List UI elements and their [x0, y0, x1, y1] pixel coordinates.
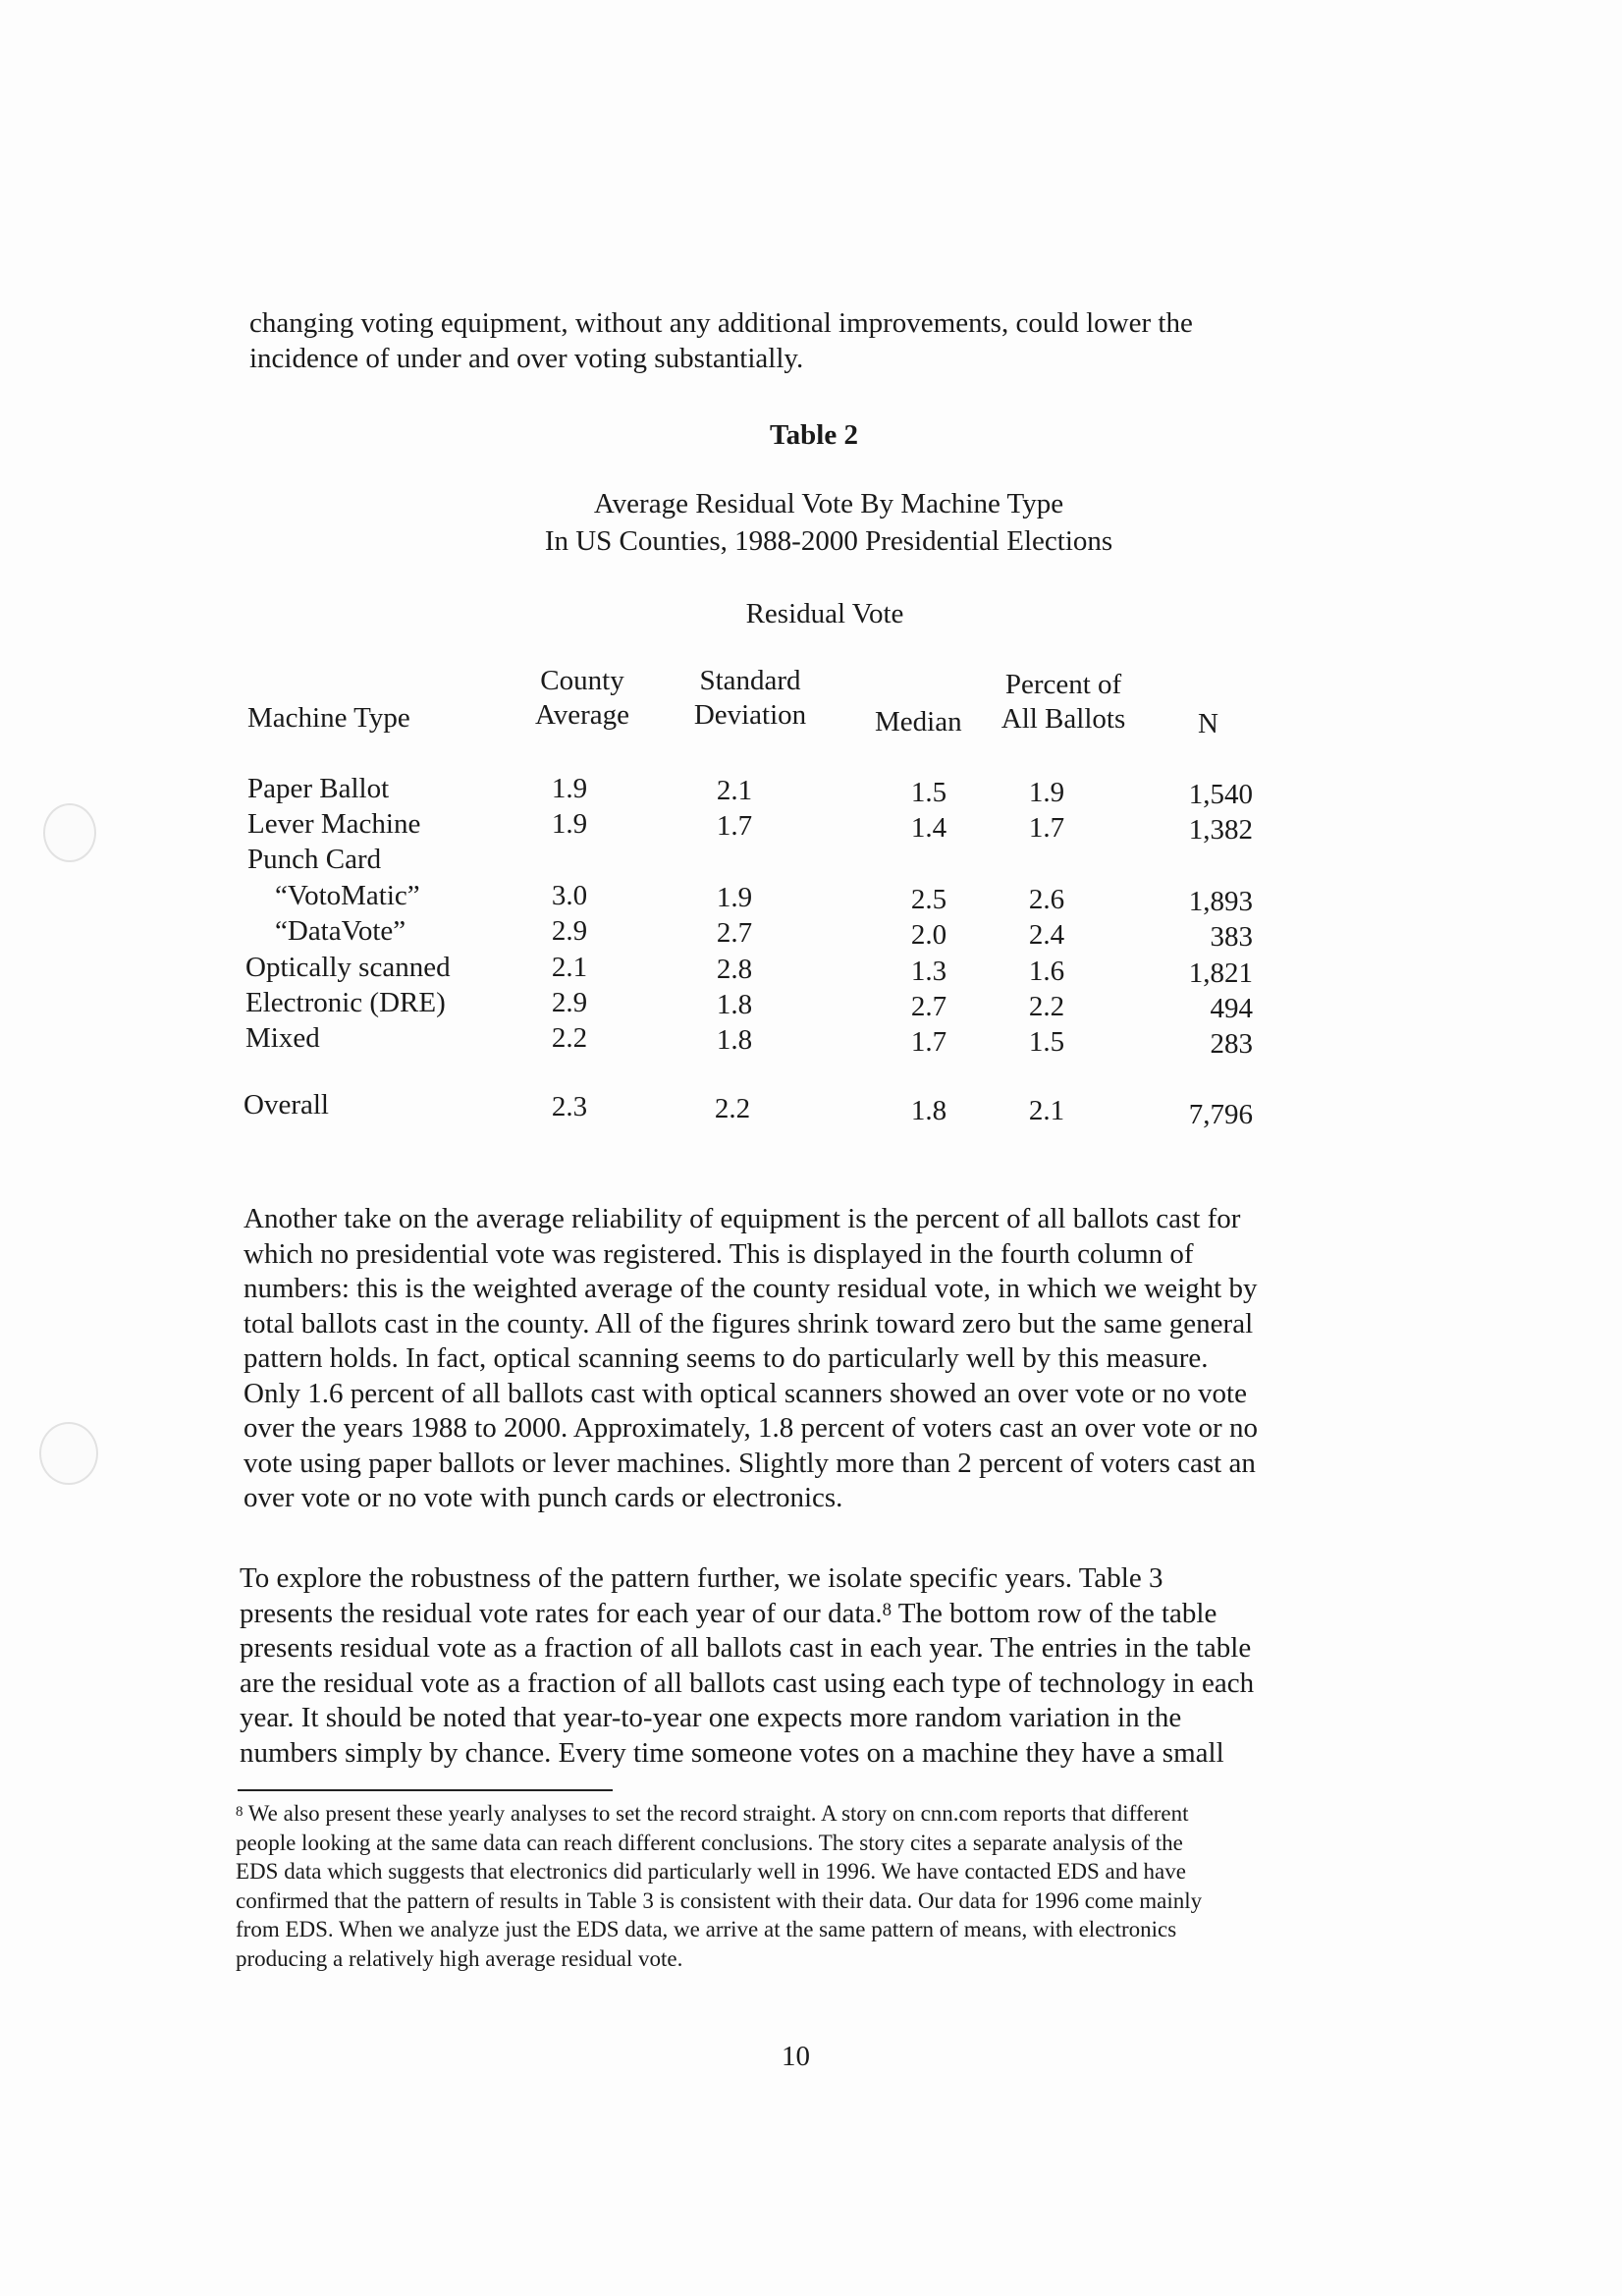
cell-median: 1.8 — [910, 1095, 947, 1126]
cell-n: 283 — [1210, 1028, 1253, 1060]
cell-percent-all: 1.9 — [1028, 777, 1065, 808]
text-line: presents residual vote as a fraction of all ballots cast in each year. The entries in the table — [240, 1632, 1252, 1664]
text-run: presents the residual vote rates for each year of our data. — [240, 1597, 883, 1629]
table-caption — [18, 485, 1622, 560]
cell-std-dev: 1.8 — [716, 1024, 753, 1056]
text-line: Another take on the average reliability of equipment is the percent of all ballots cast for — [243, 1203, 1241, 1234]
cell-percent-all: 1.5 — [1028, 1026, 1065, 1058]
cell-county-average: 1.9 — [551, 773, 588, 804]
footnote-line — [236, 1799, 1384, 1829]
footnote-reference[interactable]: 8 — [882, 1599, 892, 1620]
header-line: Deviation — [693, 699, 807, 731]
text-run: The bottom row of the table — [892, 1597, 1217, 1629]
text-line: numbers: this is the weighted average of the county residual vote, in which we weight by — [243, 1273, 1258, 1304]
cell-percent-all: 2.2 — [1028, 991, 1065, 1022]
cell-median: 2.5 — [910, 884, 947, 915]
header-line: County — [540, 665, 624, 696]
text-line: incidence of under and over voting substantially. — [249, 342, 804, 374]
cell-median: 2.7 — [910, 991, 947, 1022]
row-label: “DataVote” — [275, 915, 406, 947]
col-header-percent-all — [990, 668, 1137, 737]
row-label: “VotoMatic” — [275, 880, 420, 911]
text-line: changing voting equipment, without any additional improvements, could lower the — [249, 307, 1193, 339]
text-line: are the residual vote as a fraction of all ballots cast using each type of technology in each — [240, 1667, 1255, 1699]
body-paragraph — [240, 1561, 1379, 1771]
row-label: Optically scanned — [245, 952, 451, 983]
cell-percent-all: 2.4 — [1028, 919, 1065, 951]
text-line: To explore the robustness of the pattern further, we isolate specific years. Table 3 — [240, 1562, 1163, 1594]
cell-median: 1.4 — [910, 812, 947, 844]
cell-median: 1.3 — [910, 956, 947, 987]
footnote-divider — [238, 1789, 613, 1791]
footnote — [236, 1799, 1384, 1973]
residual-vote-group-label: Residual Vote — [745, 598, 904, 629]
text-line: Only 1.6 percent of all ballots cast with optical scanners showed an over vote or no vote — [243, 1377, 1247, 1409]
cell-std-dev: 2.2 — [714, 1093, 751, 1124]
cell-n: 1,540 — [1188, 779, 1253, 810]
col-header-n: N — [1198, 708, 1218, 739]
text-line: which no presidential vote was registered. This is displayed in the fourth column of — [243, 1237, 1194, 1270]
row-label: Mixed — [245, 1022, 320, 1054]
caption-line: Average Residual Vote By Machine Type — [593, 488, 1064, 519]
cell-county-average: 2.9 — [551, 987, 588, 1018]
text-line — [240, 1597, 1379, 1632]
col-header-county-average — [518, 664, 646, 733]
footnote-line: producing a relatively high average residual vote. — [236, 1945, 683, 1971]
cell-std-dev: 1.9 — [716, 882, 753, 913]
cell-std-dev: 1.8 — [716, 989, 753, 1020]
footnote-line: EDS data which suggests that electronics did particularly well in 1996. We have contacted EDS and have — [236, 1859, 1186, 1884]
binder-punch-hole-bottom — [39, 1422, 98, 1485]
cell-percent-all: 2.1 — [1028, 1095, 1065, 1126]
text-line: over vote or no vote with punch cards or electronics. — [243, 1482, 843, 1513]
footnote-line: from EDS. When we analyze just the EDS data, we arrive at the same pattern of means, with electronics — [236, 1917, 1177, 1941]
cell-n: 7,796 — [1188, 1099, 1253, 1130]
text-line: total ballots cast in the county. All of the figures shrink toward zero but the same general — [243, 1307, 1254, 1339]
text-line: over the years 1988 to 2000. Approximately, 1.8 percent of voters cast an over vote or no — [243, 1412, 1258, 1444]
cell-median: 1.7 — [910, 1026, 947, 1058]
cell-county-average: 2.9 — [551, 915, 588, 947]
col-header-std-dev — [681, 664, 819, 733]
cell-n: 1,893 — [1188, 886, 1253, 917]
row-label: Lever Machine — [247, 808, 421, 840]
row-label: Paper Ballot — [247, 773, 390, 804]
table-heading: Table 2 — [770, 419, 858, 451]
cell-county-average: 2.2 — [551, 1022, 588, 1054]
text-line: year. It should be noted that year-to-year one expects more random variation in the — [240, 1702, 1182, 1733]
cell-percent-all: 1.7 — [1028, 812, 1065, 844]
header-line: Standard — [699, 665, 801, 696]
intro-paragraph — [249, 306, 1388, 376]
cell-std-dev: 1.7 — [716, 810, 753, 842]
col-header-median: Median — [875, 706, 962, 738]
cell-std-dev: 2.1 — [716, 775, 753, 806]
col-header-machine-type: Machine Type — [247, 702, 410, 734]
page-number: 10 — [782, 2041, 810, 2072]
binder-punch-hole-top — [43, 803, 96, 862]
cell-std-dev: 2.8 — [716, 954, 753, 985]
header-line: All Ballots — [1000, 703, 1126, 735]
row-label: Punch Card — [247, 844, 382, 875]
text-run: We also present these yearly analyses to set the record straight. A story on cnn.com reports that different — [243, 1801, 1189, 1826]
body-paragraph — [243, 1202, 1382, 1516]
cell-county-average: 2.3 — [551, 1091, 588, 1122]
cell-percent-all: 1.6 — [1028, 956, 1065, 987]
row-label: Electronic (DRE) — [245, 987, 446, 1018]
cell-n: 494 — [1210, 993, 1253, 1024]
cell-county-average: 1.9 — [551, 808, 588, 840]
text-line: pattern holds. In fact, optical scanning seems to do particularly well by this measure. — [243, 1342, 1209, 1374]
header-line: Average — [534, 699, 630, 731]
row-label: Overall — [243, 1089, 329, 1121]
header-line: Percent of — [1004, 669, 1122, 700]
cell-median: 2.0 — [910, 919, 947, 951]
text-line: vote using paper ballots or lever machines. Slightly more than 2 percent of voters cast an — [243, 1447, 1256, 1479]
cell-n: 383 — [1210, 921, 1253, 953]
cell-n: 1,382 — [1188, 814, 1253, 846]
cell-std-dev: 2.7 — [716, 917, 753, 949]
footnote-line: people looking at the same data can reach different conclusions. The story cites a separate analysis of the — [236, 1830, 1183, 1855]
cell-percent-all: 2.6 — [1028, 884, 1065, 915]
cell-county-average: 2.1 — [551, 952, 588, 983]
cell-median: 1.5 — [910, 777, 947, 808]
footnote-marker: 8 — [236, 1803, 243, 1820]
cell-n: 1,821 — [1188, 957, 1253, 989]
footnote-line: confirmed that the pattern of results in Table 3 is consistent with their data. Our data for 1996 come mainly — [236, 1887, 1203, 1913]
caption-line: In US Counties, 1988-2000 Presidential Elections — [544, 525, 1113, 557]
text-line: numbers simply by chance. Every time someone votes on a machine they have a small — [240, 1736, 1224, 1769]
cell-county-average: 3.0 — [551, 880, 588, 911]
